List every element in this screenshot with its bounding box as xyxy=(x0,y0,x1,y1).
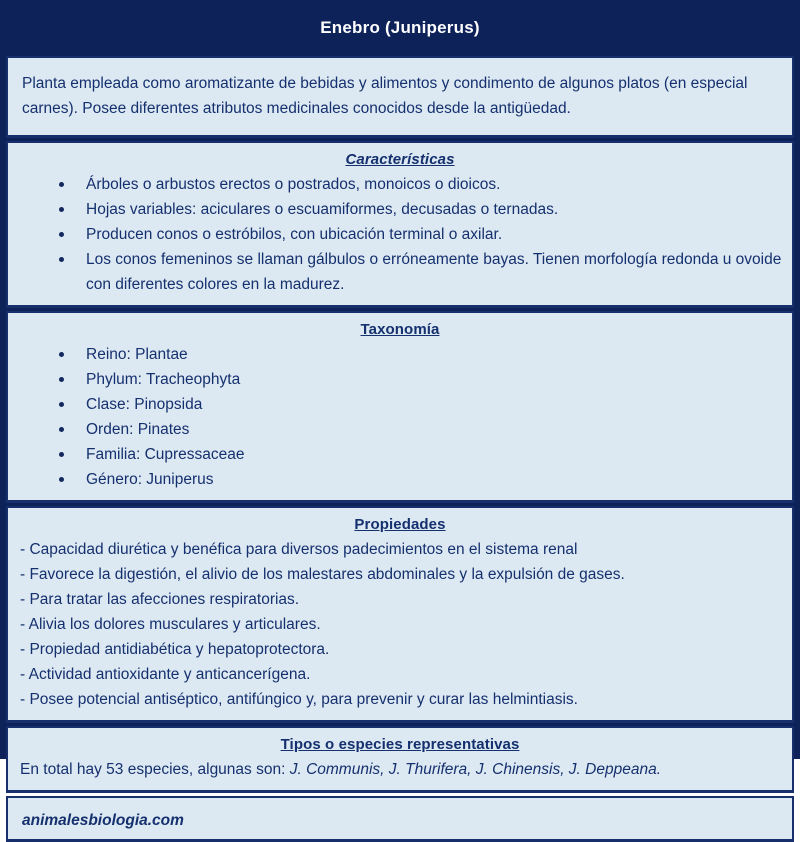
list-item: - Capacidad diurética y benéfica para diversos padecimientos en el sistema renal xyxy=(20,541,578,558)
propiedades-list xyxy=(18,537,782,712)
caracteristicas-list xyxy=(18,172,782,297)
list-item: Clase: Pinopsida xyxy=(18,392,782,417)
tipos-panel xyxy=(6,726,794,793)
tipos-heading: Tipos o especies representativas xyxy=(280,736,520,753)
list-item: - Para tratar las afecciones respiratorias. xyxy=(20,591,300,608)
list-item: - Alivia los dolores musculares y articulares. xyxy=(20,616,321,633)
card-title-band xyxy=(0,0,800,56)
list-item: - Propiedad antidiabética y hepatoprotectora. xyxy=(20,641,330,658)
list-item: - Actividad antioxidante y anticancerígena. xyxy=(20,666,311,683)
source-watermark: animalesbiologia.com xyxy=(22,812,184,829)
page-title: Enebro (Juniperus) xyxy=(320,18,480,37)
taxonomia-list xyxy=(18,342,782,492)
tipos-lead: En total hay 53 especies, algunas son: xyxy=(20,761,290,778)
list-item: Reino: Plantae xyxy=(18,342,782,367)
propiedades-heading: Propiedades xyxy=(354,516,446,533)
list-item: - Posee potencial antiséptico, antifúngico y, para prevenir y curar las helmintiasis. xyxy=(20,691,578,708)
list-item: Árboles o arbustos erectos o postrados, monoicos o dioicos. xyxy=(18,172,782,197)
intro-panel xyxy=(6,56,794,138)
caracteristicas-heading: Características xyxy=(345,151,455,168)
list-item: - Favorece la digestión, el alivio de los malestares abdominales y la expulsión de gases. xyxy=(20,566,625,583)
taxonomia-panel xyxy=(6,311,794,503)
propiedades-panel xyxy=(6,506,794,723)
list-item: Familia: Cupressaceae xyxy=(18,442,782,467)
list-item: Los conos femeninos se llaman gálbulos o erróneamente bayas. Tienen morfología redonda u ovoide con diferentes colores en la madurez. xyxy=(18,247,782,297)
list-item: Phylum: Tracheophyta xyxy=(18,367,782,392)
taxonomia-heading: Taxonomía xyxy=(360,321,440,338)
caracteristicas-panel xyxy=(6,141,794,308)
list-item: Orden: Pinates xyxy=(18,417,782,442)
intro-text: Planta empleada como aromatizante de bebidas y alimentos y condimento de algunos platos (en especial carnes). Posee diferentes atributos medicinales conocidos desde la antigüedad. xyxy=(22,75,748,117)
list-item: Producen conos o estróbilos, con ubicación terminal o axilar. xyxy=(18,222,782,247)
list-item: Hojas variables: aciculares o escuamiformes, decusadas o ternadas. xyxy=(18,197,782,222)
panel-stack xyxy=(0,56,800,842)
tipos-species: J. Communis, J. Thurifera, J. Chinensis, J. Deppeana. xyxy=(289,761,662,778)
tipos-line xyxy=(18,757,782,782)
list-item: Género: Juniperus xyxy=(18,467,782,492)
footer-panel xyxy=(6,796,794,842)
